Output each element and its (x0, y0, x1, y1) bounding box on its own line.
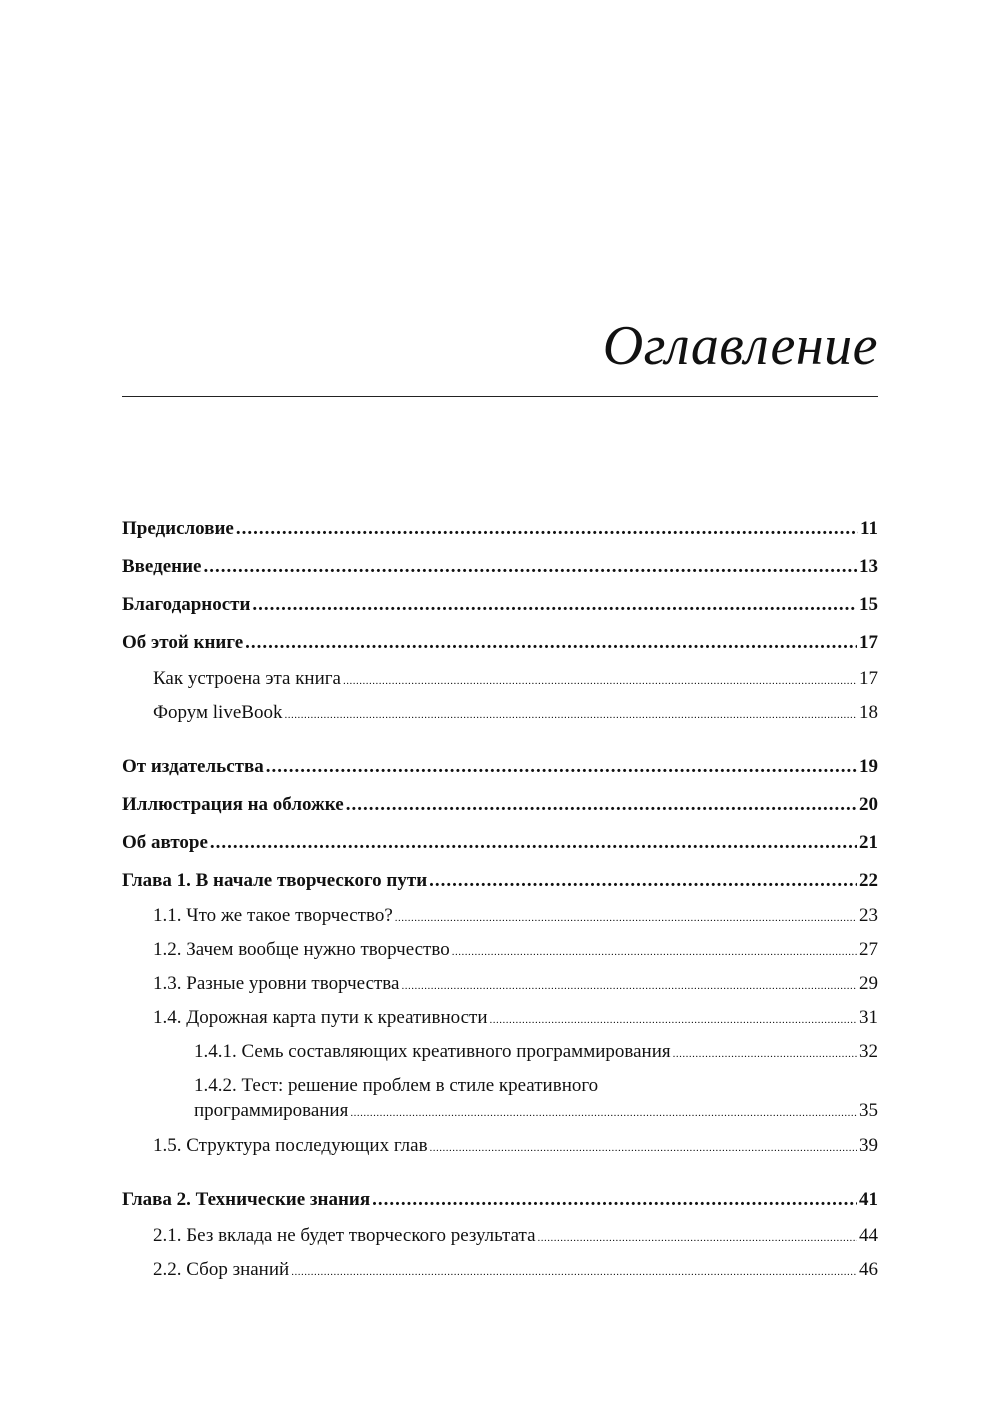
leader-dots (673, 1042, 857, 1066)
toc-entry-label: Глава 1. В начале творческого пути (122, 870, 428, 891)
toc-entry-label: программирования (194, 1100, 349, 1121)
title-rule (122, 396, 878, 397)
toc-entry-2-2[interactable] (153, 1258, 878, 1284)
toc-entry-1-4-2-line1[interactable]: 1.4.2. Тест: решение проблем в стиле креативного (194, 1075, 599, 1096)
toc-entry-1-4-1[interactable] (194, 1040, 878, 1066)
toc-entry-1-4-2[interactable] (194, 1099, 878, 1125)
leader-dots (452, 940, 857, 964)
toc-entry-acknowledgements[interactable] (122, 593, 878, 617)
leader-dots (266, 755, 857, 779)
toc-entry-label: 1.4.1. Семь составляющих креативного программирования (194, 1041, 671, 1062)
toc-entry-page: 22 (859, 870, 878, 891)
leader-dots (490, 1008, 858, 1032)
leader-dots (429, 869, 857, 893)
toc-entry-1-5[interactable] (153, 1134, 878, 1160)
toc-entry-page: 39 (859, 1135, 878, 1156)
toc-entry-label: Иллюстрация на обложке (122, 794, 344, 815)
toc-entry-label: Форум liveBook (153, 702, 283, 723)
toc-entry-label: 1.1. Что же такое творчество? (153, 905, 393, 926)
toc-entry-page: 41 (859, 1189, 878, 1210)
toc-entry-label: Глава 2. Технические знания (122, 1189, 371, 1210)
toc-entry-label: 1.5. Структура последующих глав (153, 1135, 428, 1156)
toc-entry-label: 1.4. Дорожная карта пути к креативности (153, 1007, 488, 1028)
toc-entry-1-3[interactable] (153, 972, 878, 998)
leader-dots (343, 669, 857, 693)
toc-entry-label: Как устроена эта книга (153, 668, 341, 689)
leader-dots (252, 593, 857, 617)
toc-entry-label: Об авторе (122, 832, 208, 853)
leader-dots (350, 1101, 857, 1125)
toc-entry-label: Введение (122, 556, 202, 577)
leader-dots (395, 906, 857, 930)
leader-dots (204, 555, 858, 579)
leader-dots (284, 703, 857, 727)
toc-entry-1-2[interactable] (153, 938, 878, 964)
toc-entry-label: Предисловие (122, 518, 234, 539)
toc-entry-page: 15 (859, 594, 878, 615)
toc-entry-label: От издательства (122, 756, 264, 777)
toc-entry-2-1[interactable] (153, 1224, 878, 1250)
toc-entry-label: Об этой книге (122, 632, 244, 653)
toc-entry-page: 19 (859, 756, 878, 777)
toc-entry-label: 2.1. Без вклада не будет творческого результата (153, 1225, 536, 1246)
toc-entry-label: 1.3. Разные уровни творчества (153, 973, 400, 994)
leader-dots (291, 1260, 857, 1284)
toc-entry-label: 1.2. Зачем вообще нужно творчество (153, 939, 450, 960)
toc-entry-about-book[interactable] (122, 631, 878, 655)
toc-entry-page: 44 (859, 1225, 878, 1246)
toc-entry-page: 35 (859, 1100, 878, 1121)
toc-entry-page: 20 (859, 794, 878, 815)
toc-entry-page: 27 (859, 939, 878, 960)
leader-dots (245, 631, 857, 655)
leader-dots (346, 793, 857, 817)
page-title: Оглавление (602, 315, 878, 377)
leader-dots (210, 831, 857, 855)
toc-entry-page: 18 (859, 702, 878, 723)
toc-entry-livebook-forum[interactable] (153, 701, 878, 727)
toc-entry-chapter-2[interactable] (122, 1188, 878, 1212)
toc-entry-about-author[interactable] (122, 831, 878, 855)
toc-entry-introduction[interactable] (122, 555, 878, 579)
toc-entry-page: 23 (859, 905, 878, 926)
toc-entry-label: Благодарности (122, 594, 251, 615)
toc-entry-page: 29 (859, 973, 878, 994)
toc-entry-page: 21 (859, 832, 878, 853)
leader-dots (236, 517, 858, 541)
toc-entry-page: 31 (859, 1007, 878, 1028)
toc-entry-page: 13 (859, 556, 878, 577)
leader-dots (538, 1226, 857, 1250)
toc-entry-page: 32 (859, 1041, 878, 1062)
toc-entry-page: 17 (859, 668, 878, 689)
toc-entry-page: 17 (859, 632, 878, 653)
toc-entry-page: 11 (860, 518, 878, 539)
toc-entry-book-structure[interactable] (153, 667, 878, 693)
toc-entry-chapter-1[interactable] (122, 869, 878, 893)
toc-entry-1-4[interactable] (153, 1006, 878, 1032)
toc-entry-preface[interactable] (122, 517, 878, 541)
leader-dots (372, 1188, 857, 1212)
toc-entry-label: 2.2. Сбор знаний (153, 1259, 290, 1280)
toc-entry-page: 46 (859, 1259, 878, 1280)
leader-dots (430, 1136, 857, 1160)
toc-entry-from-publisher[interactable] (122, 755, 878, 779)
toc-entry-1-1[interactable] (153, 904, 878, 930)
toc-entry-cover-illustration[interactable] (122, 793, 878, 817)
leader-dots (401, 974, 857, 998)
